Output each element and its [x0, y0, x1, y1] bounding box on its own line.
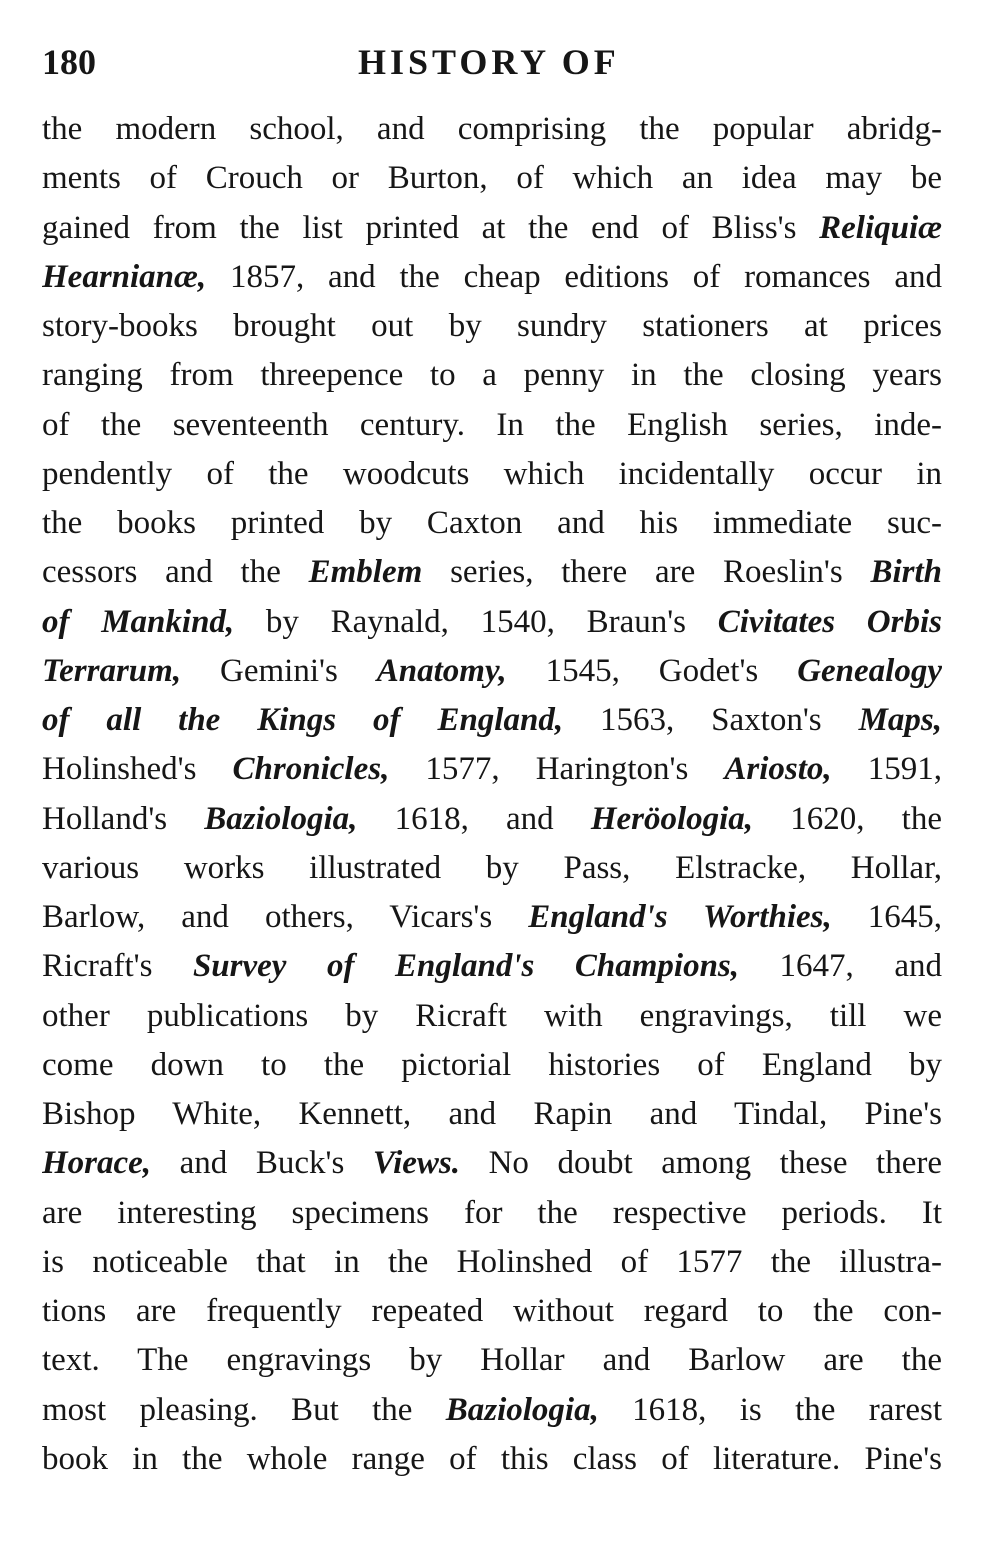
italic-title: Survey of England's Champions,	[192, 948, 740, 985]
text-fragment: 1563, Saxton's	[563, 702, 859, 738]
text-fragment: 1618, is the rarest	[598, 1391, 942, 1428]
text-line	[42, 401, 942, 450]
italic-title: Baziologia,	[204, 800, 358, 837]
text-line	[42, 893, 942, 942]
italic-title: Hearnianæ,	[42, 258, 207, 295]
text-fragment: 1577, Harington's	[389, 751, 725, 788]
text-fragment: Ricraft's	[42, 948, 193, 985]
text-fragment: cessors and the	[42, 554, 309, 591]
text-fragment: tions are frequently repeated without regard to the con-	[42, 1293, 942, 1329]
text-line	[42, 1189, 942, 1238]
text-fragment: Bishop White, Kennett, and Rapin and Tindal, Pine's	[42, 1096, 942, 1132]
text-line	[42, 795, 942, 844]
text-line	[42, 1386, 942, 1435]
text-fragment: Barlow, and others, Vicars's	[42, 899, 529, 935]
text-fragment: Holland's	[42, 800, 205, 837]
italic-title: Genealogy	[797, 652, 942, 689]
italic-title: Terrarum,	[42, 652, 182, 689]
text-line	[42, 942, 942, 991]
italic-title: Baziologia,	[445, 1391, 599, 1428]
text-fragment: other publications by Ricraft with engravings, till we	[42, 997, 942, 1034]
text-line	[42, 745, 942, 794]
text-line	[42, 204, 942, 253]
italic-title: Birth	[870, 554, 942, 591]
text-fragment: is noticeable that in the Holinshed of 1577 the illustra-	[42, 1243, 942, 1280]
italic-title: Views.	[372, 1145, 461, 1182]
text-fragment: 1645,	[831, 899, 942, 935]
running-head	[42, 36, 638, 88]
text-fragment: and Buck's	[151, 1145, 373, 1182]
italic-title: Anatomy,	[376, 652, 507, 689]
italic-title: of Mankind,	[42, 603, 235, 640]
text-line	[42, 351, 942, 400]
italic-title: Ariosto,	[724, 751, 832, 788]
text-line	[42, 1090, 942, 1139]
text-line	[42, 647, 942, 696]
page-number: 180	[42, 42, 96, 82]
text-fragment: 1620, the	[753, 800, 942, 837]
text-fragment: ments of Crouch or Burton, of which an idea may be	[42, 160, 942, 197]
text-fragment: the books printed by Caxton and his immediate suc-	[42, 505, 942, 541]
text-line	[42, 1041, 942, 1090]
text-line	[42, 154, 942, 203]
text-line	[42, 105, 942, 154]
text-fragment: text. The engravings by Hollar and Barlow are the	[42, 1342, 942, 1379]
running-title: HISTORY OF	[358, 42, 620, 82]
text-fragment: gained from the list printed at the end of Bliss's	[42, 209, 820, 246]
text-fragment: No doubt among these there	[460, 1145, 942, 1182]
italic-title: of all the Kings of England,	[42, 702, 564, 738]
text-line	[42, 499, 942, 548]
text-line	[42, 302, 942, 351]
text-fragment: most pleasing. But the	[42, 1391, 446, 1428]
italic-title: Maps,	[858, 702, 942, 738]
italic-title: Reliquiæ	[819, 209, 942, 246]
text-line	[42, 253, 942, 302]
text-fragment: series, there are Roeslin's	[422, 554, 871, 591]
text-line	[42, 1336, 942, 1385]
text-fragment: 1618, and	[357, 800, 591, 837]
text-fragment: book in the whole range of this class of literature. Pine's	[42, 1440, 942, 1477]
text-line	[42, 598, 942, 647]
body-paragraph	[42, 105, 942, 1484]
text-line	[42, 696, 942, 745]
text-line	[42, 1139, 942, 1188]
text-fragment: are interesting specimens for the respective periods. It	[42, 1194, 942, 1231]
text-line	[42, 450, 942, 499]
text-fragment: 1591,	[831, 751, 942, 788]
text-fragment: pendently of the woodcuts which incidentally occur in	[42, 455, 942, 492]
text-fragment: Holinshed's	[42, 751, 233, 788]
text-fragment: various works illustrated by Pass, Elstracke, Hollar,	[42, 849, 942, 886]
text-line	[42, 844, 942, 893]
text-fragment: story-books brought out by sundry stationers at prices	[42, 308, 942, 344]
text-line	[42, 1435, 942, 1484]
text-line	[42, 1238, 942, 1287]
italic-title: Civitates Orbis	[717, 603, 942, 640]
italic-title: Emblem	[308, 554, 423, 591]
text-fragment: by Raynald, 1540, Braun's	[234, 603, 718, 640]
text-fragment: 1647, and	[739, 948, 942, 985]
text-line	[42, 992, 942, 1041]
text-fragment: Gemini's	[181, 652, 377, 689]
text-fragment: of the seventeenth century. In the English series, inde-	[42, 406, 942, 443]
text-fragment: ranging from threepence to a penny in the closing years	[42, 357, 942, 394]
italic-title: Horace,	[42, 1145, 152, 1182]
text-line	[42, 548, 942, 597]
text-fragment: 1545, Godet's	[506, 652, 798, 689]
italic-title: Chronicles,	[232, 751, 390, 788]
text-line	[42, 1287, 942, 1336]
italic-title: England's Worthies,	[528, 899, 832, 935]
italic-title: Heröologia,	[590, 800, 754, 837]
text-fragment: 1857, and the cheap editions of romances and	[206, 258, 942, 295]
text-fragment: come down to the pictorial histories of England by	[42, 1046, 942, 1083]
text-fragment: the modern school, and comprising the popular abridg-	[42, 111, 942, 147]
